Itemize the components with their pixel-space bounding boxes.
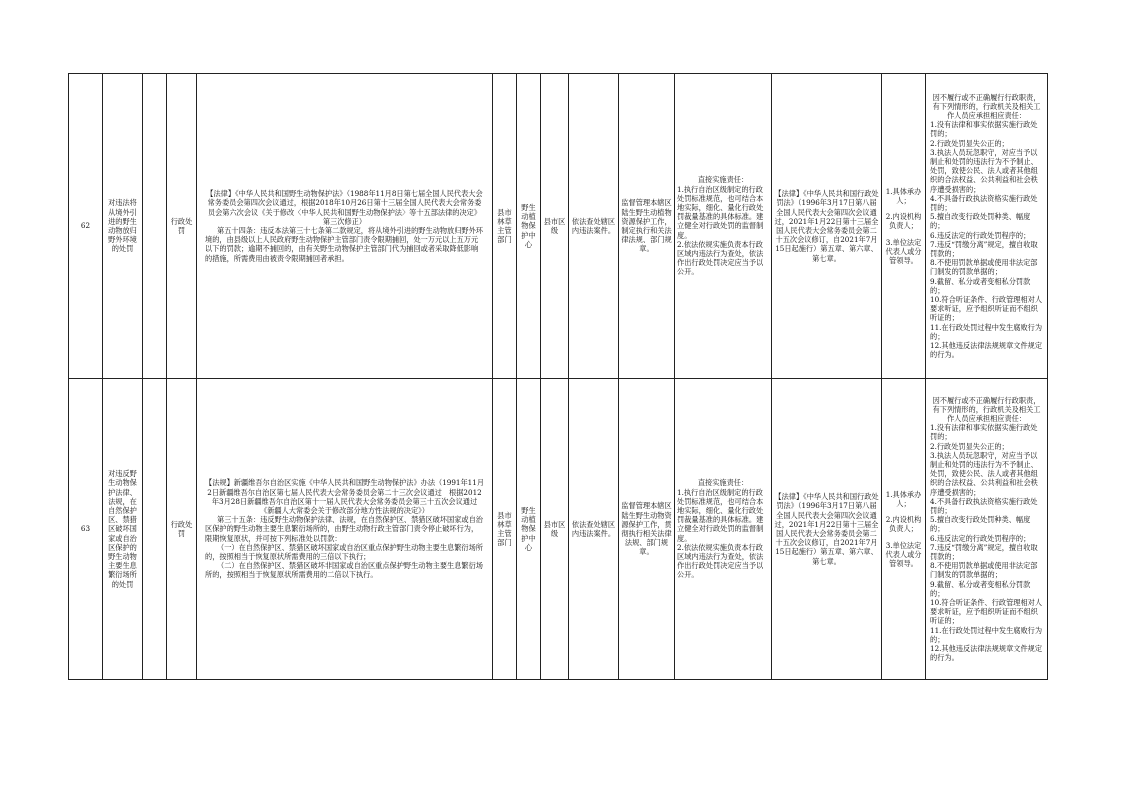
department: 县市林草主管部门 <box>493 379 517 680</box>
accountability <box>926 74 1048 379</box>
law-title: 【法规】新疆维吾尔自治区实施《中华人民共和国野生动物保护法》办法（1991年11月2日新疆维吾尔自治区第七届人民代表大会常务委员会第二十三次会议通过 根据2012年3月28日新疆维吾尔自治区第十一届人民代表大会常务委员会第三十五次会议通过《新疆人大常委会关于修改部分地方性法规的决定》） <box>205 478 485 515</box>
list-item: 11.在行政处罚过程中发生腐败行为的； <box>930 625 1043 644</box>
list-item: 9.截留、私分或者变相私分罚款的； <box>930 579 1031 598</box>
accountability-intro: 因不履行或不正确履行行政职责，有下列情形的，行政机关及相关工作人员应承担相应责任： <box>932 92 1041 120</box>
list-item: 5.擅自改变行政处罚种类、幅度的； <box>930 212 1031 231</box>
list-item: 1.执行自治区级制定的行政处罚标准规范，也可结合本地实际，细化、量化行政处罚裁量基准的具体标准。建立健全对行政处罚的监督制度。 <box>677 184 764 240</box>
item-type: 行政处罚 <box>167 379 197 680</box>
implementation-basis: 依法查处辖区内违法案件。 <box>569 74 619 379</box>
list-item: 11.在行政处罚过程中发生腐败行为的； <box>930 322 1043 341</box>
bearer-list <box>884 187 923 266</box>
responsibility <box>675 379 772 680</box>
implementing-unit: 野生动植物保护中心 <box>517 379 541 680</box>
list-item: 4.不具备行政执法资格实施行政处罚的； <box>930 496 1038 515</box>
list-item: （一）在自然保护区、禁猎区破坏国家或自治区重点保护野生动物主要生息繁衍场所的，按照相当于恢复原状所需费用的三倍以下执行； <box>205 542 483 561</box>
penalty-law-basis: 【法律】《中华人民共和国行政处罚法》（1996年3月17日第八届全国人民代表大会第四次会议通过，2021年1月22日第十三届全国人民代表大会常务委员会第二十五次会议修订，自2021年7月15日起施行）第五章、第六章、第七章。 <box>772 379 882 680</box>
supervision-duty: 监督管理本辖区陆生野生动物资源保护工作，贯彻执行相关法律法规、部门规章。 <box>619 379 675 680</box>
bearer-list <box>884 490 923 569</box>
accountability <box>926 379 1048 680</box>
supervision-duty: 监督管理本辖区陆生野生动植物资源保护工作，制定执行和关法律法规、部门规章。 <box>619 74 675 379</box>
law-items <box>205 543 484 580</box>
legal-basis <box>197 379 493 680</box>
responsibility <box>675 74 772 379</box>
table-row <box>69 379 1048 680</box>
responsible-persons <box>882 74 926 379</box>
list-item: 1.没有法律和事实依据实施行政处罚的； <box>930 423 1038 442</box>
responsibility-items <box>677 488 769 580</box>
list-item: 9.截留、私分或者变相私分罚款的； <box>930 276 1031 295</box>
implementing-unit: 野生动植物保护中心 <box>517 74 541 379</box>
list-item: 2.依法依规实施负责本行政区域内违法行为查处，依法作出行政处罚决定应当予以公开。 <box>677 542 764 580</box>
list-item: 1.具体承办人； <box>885 186 922 205</box>
level: 县市区级 <box>541 379 569 680</box>
blank-cell <box>143 74 167 379</box>
list-item: 3.执法人员玩忽职守，对应当予以制止和处罚的违法行为不予制止、处罚，致使公民、法人或者其他组织的合法权益、公共利益和社会秩序遭受损害的； <box>930 147 1038 194</box>
level: 县市区级 <box>541 74 569 379</box>
list-item: 8.不使用罚款单据或使用非法定部门制发的罚款单据的； <box>930 258 1038 277</box>
list-item: 7.违反“罚缴分离”规定，擅自收取罚款的； <box>930 239 1038 258</box>
penalty-law-basis: 【法律】《中华人民共和国行政处罚法》（1996年3月17日第八届全国人民代表大会第四次会议通过，2021年1月22日第十三届全国人民代表大会常务委员会第二十五次会议修订，自2021年7月15日起施行）第五章、第六章、第七章。 <box>772 74 882 379</box>
responsibility-head: 直接实施责任： <box>697 175 749 185</box>
law-article: 第五十四条：违反本法第三十七条第二款规定，将从境外引进的野生动物放归野外环境的，由县级以上人民政府野生动物保护主管部门责令限期捕回，处一万元以上五万元以下的罚款；逾期不捕回的，由有关野生动物保护主管部门代为捕回或者采取降低影响的措施，所需费用由被责令限期捕回者承担。 <box>205 226 483 263</box>
list-item: 5.擅自改变行政处罚种类、幅度的； <box>930 515 1031 534</box>
list-item: 4.不具备行政执法资格实施行政处罚的； <box>930 193 1038 212</box>
list-item: 2.行政处罚显失公正的； <box>930 441 1009 451</box>
list-item: 6.违反法定的行政处罚程序的； <box>930 230 1031 240</box>
list-item: 2.内设机构负责人； <box>885 212 922 231</box>
law-article: 第三十五条：违反野生动物保护法律、法规，在自然保护区、禁猎区破坏国家或自治区保护的野生动物主要生息繁衍场所的，由野生动物行政主管部门责令停止破坏行为，限期恢复原状，并可按下列标准处以罚款： <box>205 515 483 543</box>
list-item: 2.行政处罚显失公正的； <box>930 138 1009 148</box>
duty-table <box>68 73 1048 680</box>
implementation-basis: 依法查处辖区内违法案件。 <box>569 379 619 680</box>
list-item: 1.没有法律和事实依据实施行政处罚的； <box>930 120 1038 139</box>
accountability-intro: 因不履行或不正确履行行政职责，有下列情形的，行政机关及相关工作人员应承担相应责任： <box>932 395 1041 423</box>
list-item: 2.依法依规实施负责本行政区域内违法行为查处，依法作出行政处罚决定应当予以公开。 <box>677 239 764 277</box>
law-title: 【法律】《中华人民共和国野生动物保护法》（1988年11月8日第七届全国人民代表大会常务委员会第四次会议通过，根据2018年10月26日第十三届全国人民代表大会常务委员会第六次会议《关于修改〈中华人民共和国野生动物保护法〉等十五部法律的决定》第三次修正） <box>206 189 483 226</box>
item-type: 行政处罚 <box>167 74 197 379</box>
list-item: 8.不使用罚款单据或使用非法定部门制发的罚款单据的； <box>930 561 1038 580</box>
list-item: 3.单位法定代表人或分管领导。 <box>885 237 922 266</box>
list-item: 3.单位法定代表人或分管领导。 <box>885 540 922 569</box>
list-item: 12.其他违反法律法规规章文件规定的行为。 <box>930 644 1043 663</box>
list-item: 1.执行自治区级制定的行政处罚标准规范，也可结合本地实际，细化、量化行政处罚裁量基准的具体标准。建立健全对行政处罚的监督制度。 <box>677 487 764 543</box>
blank-cell <box>143 379 167 680</box>
list-item: 2.内设机构负责人； <box>885 515 922 534</box>
list-item: 7.违反“罚缴分离”规定，擅自收取罚款的； <box>930 542 1038 561</box>
list-item: （二）在自然保护区、禁猎区破坏非国家或自治区重点保护野生动物主要生息繁衍场所的，按照相当于恢复原状所需费用的二倍以下执行。 <box>205 561 483 580</box>
responsibility-head: 直接实施责任： <box>697 478 749 488</box>
list-item: 12.其他违反法律法规规章文件规定的行为。 <box>930 341 1043 360</box>
list-item: 6.违反法定的行政处罚程序的； <box>930 533 1031 543</box>
list-item: 10.符合听证条件、行政管理相对人要求听证，应予组织听证而不组织听证的； <box>930 295 1043 323</box>
accountability-items <box>930 423 1043 662</box>
row-number: 62 <box>69 74 103 379</box>
list-item: 3.执法人员玩忽职守，对应当予以制止和处罚的违法行为不予制止、处罚，致使公民、法人或者其他组织的合法权益、公共利益和社会秩序遭受损害的； <box>930 450 1038 497</box>
responsibility-items <box>677 185 769 277</box>
responsible-persons <box>882 379 926 680</box>
item-name: 对违法将从境外引进的野生动物放归野外环境的处罚 <box>103 74 143 379</box>
list-item: 1.具体承办人； <box>885 489 922 508</box>
legal-basis <box>197 74 493 379</box>
department: 县市林草主管部门 <box>493 74 517 379</box>
table-row <box>69 74 1048 379</box>
list-item: 10.符合听证条件、行政管理相对人要求听证，应予组织听证而不组织听证的； <box>930 598 1043 626</box>
row-number: 63 <box>69 379 103 680</box>
item-name: 对违反野生动物保护法律、法规，在自然保护区、禁猎区破坏国家或自治区保护的野生动物主要生息繁衍场所的处罚 <box>103 379 143 680</box>
accountability-items <box>930 120 1043 359</box>
